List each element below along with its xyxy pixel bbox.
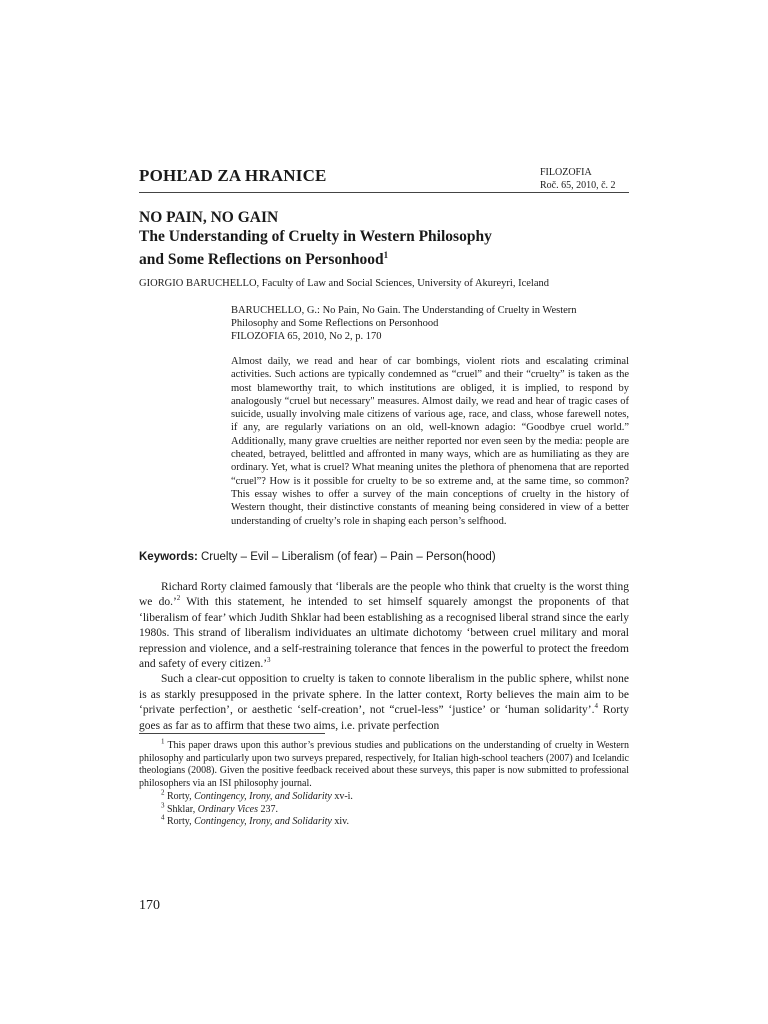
footnote-4 [139, 813, 629, 829]
footnote-1-mark: 1 [161, 737, 165, 746]
footnote-4-mark: 4 [161, 813, 165, 822]
author-affiliation: GIORGIO BARUCHELLO, Faculty of Law and Social Sciences, University of Akureyri, Iceland [139, 278, 549, 289]
title-line-1: NO PAIN, NO GAIN [139, 209, 279, 226]
citation-line-3: FILOZOFIA 65, 2010, No 2, p. 170 [231, 331, 382, 342]
section-title: POHĽAD ZA HRANICE [139, 166, 327, 185]
p2-text-a: Such a clear-cut opposition to cruelty is taken to connote liberalism in the public sphere, whilst none is as starkly presupposed in the private sphere. In the latter context, Rorty believes the main aim to be ‘private perfection’, or aesthetic ‘self-creation’, not “cruel-less” ‘justice’ or ‘human solidarity’. [139, 673, 629, 717]
footnote-3-author: Shklar, [164, 803, 198, 815]
title-line-2: The Understanding of Cruelty in Western Philosophy [139, 228, 492, 245]
footnote-1-text: This paper draws upon this author’s previous studies and publications on the understanding of cruelty in Western philosophy and particularly upon two surveys prepared, respectively, for Italian high-school teachers (2007) and Icelandic theologians (2008). Given the positive feedback received about these surveys, this paper is now submitted to professional philosophers via an ISI philosophy journal. [139, 740, 629, 790]
footnote-1 [139, 737, 629, 791]
footnote-2-author: Rorty, [164, 790, 195, 802]
footnote-ref-4: 4 [594, 702, 598, 711]
article-title [139, 208, 639, 269]
footnote-ref-2: 2 [176, 594, 181, 603]
p2-text-b: Rorty goes as far as to affirm that these two aims, i.e. private perfection [139, 704, 629, 732]
footnote-2-mark: 2 [161, 788, 165, 797]
footnote-4-pages: xiv. [331, 816, 349, 828]
footnote-4-title: Contingency, Irony, and Solidarity [194, 816, 332, 828]
journal-info [540, 166, 616, 192]
page-number: 170 [139, 898, 160, 913]
footnote-2-title: Contingency, Irony, and Solidarity [194, 790, 332, 802]
footnote-3 [139, 801, 629, 817]
title-footnote-mark: 1 [383, 250, 389, 260]
p1-text-a: Richard Rorty claimed famously that ‘liberals are the people who think that cruelty is the worst thing we do.’ [139, 581, 629, 609]
journal-name: FILOZOFIA [540, 167, 592, 178]
footnote-4-author: Rorty, [164, 816, 195, 828]
abstract: Almost daily, we read and hear of car bombings, violent riots and escalating criminal activities. Such actions are typically condemned as “cruel” and their “cruelty” is taken as the most blameworthy trait, to which institutions are obliged, it is implied, to respond by analogously “cruel but necessary" measures. Almost daily, we read and hear of tragic cases of suicide, usually involving male citizens of various age, race, and class, whose farewell notes, if any, are regularly variations on an old, well-known adagio: “Goodbye cruel world.” Additionally, many grave cruelties are neither reported nor even seen by the media: people are cheated, betrayed, belittled and affronted in many ways, which are as humiliating as they are ordinary. Yet, what is cruel? What meaning unites the plethora of phenomena that are reported “cruel”? How is it possible for cruelty to be so extreme and, at the same time, so common? This essay wishes to offer a survey of the main conceptions of cruelty in the history of Western thought, their distinctive constants of meaning being considered in view of a better understanding of cruelty’s role in shaping each person’s selfhood. [231, 356, 629, 527]
citation-line-2: Philosophy and Some Reflections on Personhood [231, 318, 439, 329]
journal-issue: Roč. 65, 2010, č. 2 [540, 180, 616, 191]
footnote-ref-3: 3 [267, 656, 271, 665]
citation-block [231, 304, 629, 343]
header-rule [139, 192, 629, 193]
footnote-2 [139, 788, 629, 804]
keywords [139, 551, 639, 563]
footnote-3-mark: 3 [161, 801, 165, 810]
citation-line-1: BARUCHELLO, G.: No Pain, No Gain. The Understanding of Cruelty in Western [231, 305, 577, 316]
body-text [139, 580, 629, 734]
footnote-rule [139, 733, 325, 734]
body-paragraph-2 [139, 672, 629, 734]
footnote-3-title: Ordinary Vices [197, 803, 258, 815]
footnote-2-pages: xv-i. [331, 790, 353, 802]
title-line-3-text: and Some Reflections on Personhood [139, 251, 384, 269]
p1-text-b: With this statement, he intended to set himself squarely amongst the proponents of that ‘liberalism of fear’ which Judith Shklar had been establishing as a recognised liberal strand since the early 1980s. This strand of liberalism individuates an ultimate dichotomy ‘between cruel military and moral repression and violence, and a self-restraining tolerance that fences in the powerful to protect the freedom and safety of every citizen.’ [139, 596, 629, 671]
keywords-text: Cruelty – Evil – Liberalism (of fear) – Pain – Person(hood) [201, 551, 496, 563]
title-line-3 [139, 246, 639, 269]
body-paragraph-1 [139, 580, 629, 672]
footnote-3-pages: 237. [257, 803, 278, 815]
keywords-label: Keywords: [139, 551, 198, 563]
footnotes [139, 737, 629, 829]
